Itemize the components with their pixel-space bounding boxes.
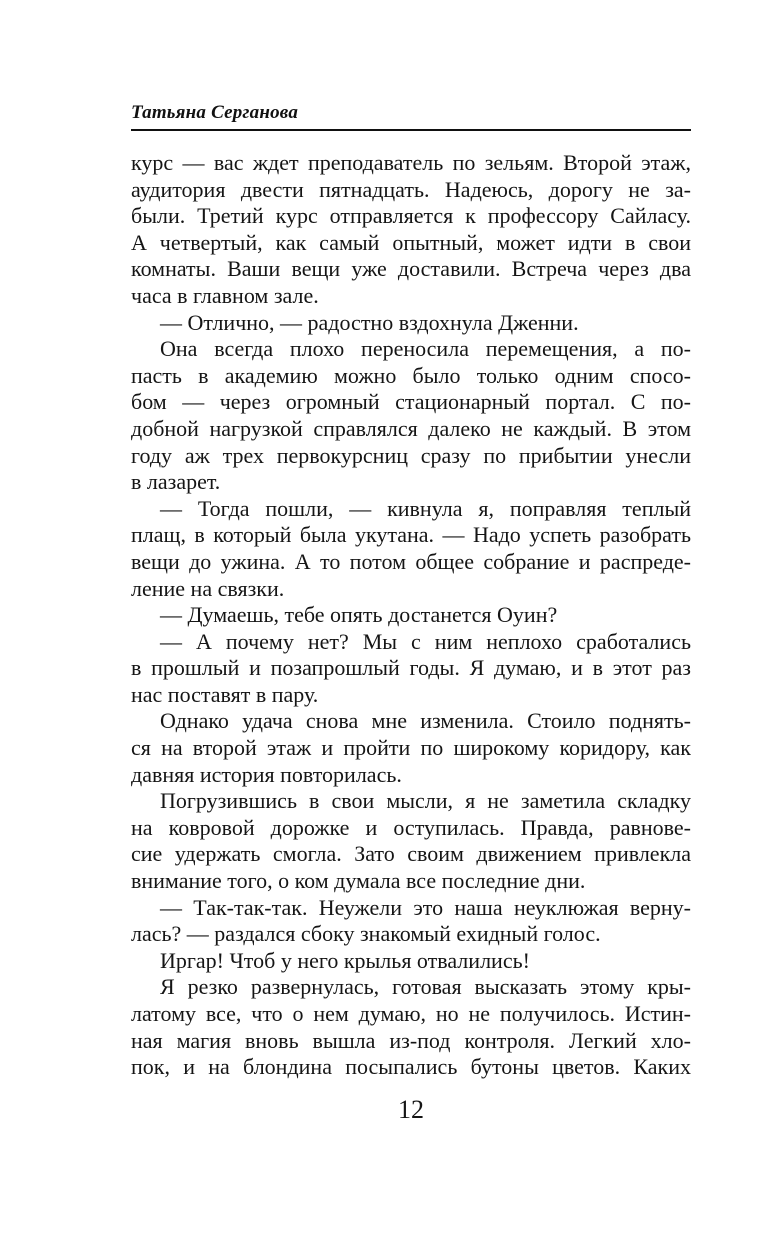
- header-rule: [131, 129, 691, 131]
- text-line: — Тогда пошли, — кивнула я, поправляя теплый: [160, 495, 691, 521]
- text-line: добной нагрузкой справлялся далеко не каждый. В этом: [131, 415, 691, 441]
- text-line: Иргар! Чтоб у него крылья отвалились!: [160, 947, 530, 973]
- text-line: курс — вас ждет преподаватель по зельям. Второй этаж,: [131, 150, 691, 175]
- text-line: бом — через огромный стационарный портал. С по-: [131, 389, 691, 415]
- text-line: А четвертый, как самый опытный, может идти в свои: [131, 229, 691, 255]
- text-line: были. Третий курс отправляется к профессору Сайласу.: [131, 203, 691, 229]
- text-line: — Отлично, — радостно вздохнула Дженни.: [160, 309, 579, 335]
- text-line: ная магия вновь вышла из-под контроля. Легкий хло-: [131, 1027, 691, 1053]
- text-line: аудитория двести пятнадцать. Надеюсь, дорогу не за-: [131, 176, 691, 202]
- text-line: нас поставят в пару.: [131, 681, 319, 707]
- text-line: — Так-так-так. Неужели это наша неуклюжая верну-: [160, 894, 691, 920]
- text-line: лась? — раздался сбоку знакомый ехидный голос.: [131, 921, 601, 947]
- text-line: часа в главном зале.: [131, 282, 319, 308]
- text-line: — А почему нет? Мы с ним неплохо сработались: [160, 628, 691, 654]
- text-line: комнаты. Ваши вещи уже доставили. Встреча через два: [131, 256, 691, 282]
- text-line: давняя история повторилась.: [131, 761, 402, 787]
- text-line: ся на второй этаж и пройти по широкому коридору, как: [131, 735, 691, 761]
- text-line: в лазарет.: [131, 469, 221, 495]
- text-line: Я резко развернулась, готовая высказать этому кры-: [160, 974, 691, 1000]
- text-line: латому все, что о нем думаю, но не получилось. Истин-: [131, 1001, 691, 1026]
- text-line: пасть в академию можно было только одним спосо-: [131, 362, 691, 388]
- page-number: 12: [398, 1095, 424, 1124]
- text-line: вещи до ужина. А то потом общее собрание и распреде-: [131, 548, 691, 574]
- text-line: пок, и на блондина посыпались бутоны цветов. Каких: [131, 1054, 691, 1080]
- text-line: в прошлый и позапрошлый годы. Я думаю, и в этот раз: [131, 655, 691, 681]
- text-line: внимание того, о ком думала все последние дни.: [131, 868, 586, 894]
- text-line: Погрузившись в свои мысли, я не заметила складку: [160, 788, 691, 814]
- text-line: Она всегда плохо переносила перемещения, а по-: [160, 336, 691, 362]
- text-line: ление на связки.: [131, 575, 285, 601]
- running-title: Татьяна Серганова: [131, 102, 299, 123]
- text-line: плащ, в который была укутана. — Надо успеть разобрать: [131, 522, 691, 548]
- text-line: году аж трех первокурсниц сразу по прибытии унесли: [131, 442, 691, 468]
- body-text: [131, 150, 691, 1081]
- text-line: на ковровой дорожке и оступилась. Правда, равнове-: [131, 814, 691, 840]
- text-line: — Думаешь, тебе опять достанется Оуин?: [160, 602, 558, 628]
- text-line: Однако удача снова мне изменила. Стоило поднять-: [160, 708, 691, 734]
- text-line: сие удержать смогла. Зато своим движением привлекла: [131, 841, 691, 867]
